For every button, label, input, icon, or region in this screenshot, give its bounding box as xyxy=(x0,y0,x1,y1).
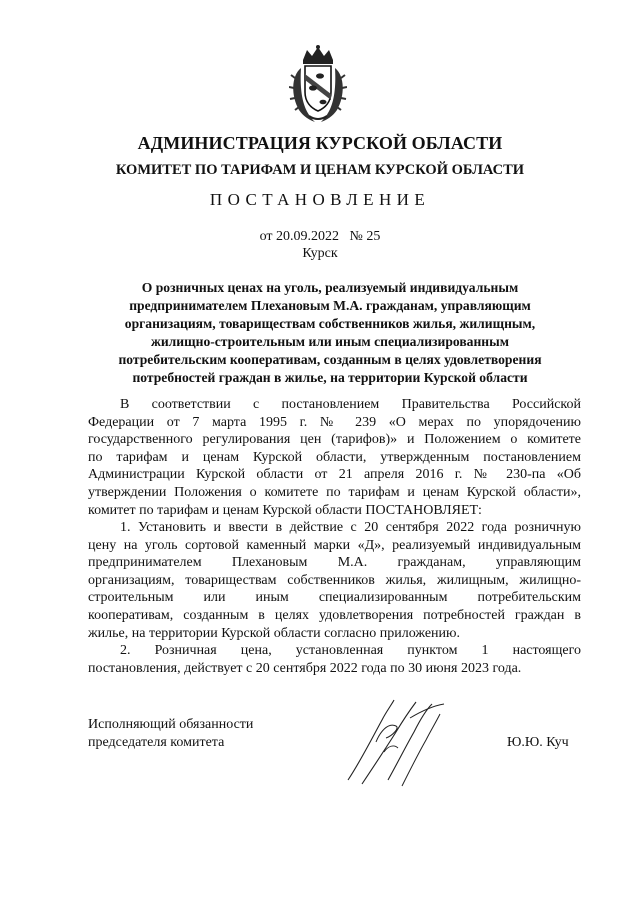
text-line: утверждении Положения о комитете по тарифам и ценам Курской области», xyxy=(88,484,581,500)
position-line: председателя комитета xyxy=(88,735,225,750)
document-subject xyxy=(90,279,570,387)
text-line: государственного регулирования цен (тарифов)» и Положением о комитете xyxy=(88,432,581,448)
text-line: предпринимателем Плехановым М.А. гражданам, управляющим xyxy=(88,555,581,571)
administration-title: АДМИНИСТРАЦИЯ КУРСКОЙ ОБЛАСТИ xyxy=(137,133,503,153)
subject-line: предпринимателем Плехановым М.А. гражданам, управляющим xyxy=(129,298,531,313)
city: Курск xyxy=(302,246,338,261)
date-number-line xyxy=(0,229,640,245)
subject-line: О розничных ценах на уголь, реализуемый индивидуальным xyxy=(141,280,519,295)
text-line: 1. Установить и ввести в действие с 20 сентября 2022 года розничную xyxy=(120,520,581,535)
coat-of-arms-icon xyxy=(289,44,347,124)
text-line: комитет по тарифам и ценам Курской области ПОСТАНОВЛЯЕТ: xyxy=(88,502,482,518)
text-line: кооперативам, созданным в целях удовлетворения потребностей граждан в xyxy=(88,607,581,623)
signatory-name: Ю.Ю. Куч xyxy=(507,735,569,750)
committee-title: КОМИТЕТ ПО ТАРИФАМ И ЦЕНАМ КУРСКОЙ ОБЛАСТИ xyxy=(115,162,525,178)
text-line: Федерации от 7 марта 1995 г. № 239 «О мерах по упорядочению xyxy=(88,414,581,430)
handwritten-signature-icon xyxy=(340,692,450,792)
text-line: В соответствии с постановлением Правительства Российской xyxy=(120,397,581,412)
subject-line: жилищно-строительным или иным специализированным xyxy=(150,334,510,349)
text-line: Администрации Курской области от 21 апреля 2016 г. № 230-па «Об xyxy=(88,467,581,483)
position-line: Исполняющий обязанности xyxy=(88,717,254,732)
subject-line: потребительским кооперативам, созданным в целях удовлетворения xyxy=(118,352,542,367)
text-line: жилье, на территории Курской области согласно приложению. xyxy=(88,625,460,641)
item-2-paragraph xyxy=(88,642,581,677)
document-type: ПОСТАНОВЛЕНИЕ xyxy=(209,190,431,209)
text-line: постановления, действует с 20 сентября 2022 года по 30 июня 2023 года. xyxy=(88,660,522,676)
text-line: цену на уголь сортовой каменный марки «Д», реализуемый индивидуальным xyxy=(88,537,581,553)
text-line: 2. Розничная цена, установленная пунктом 1 настоящего xyxy=(120,643,581,658)
signatory-position xyxy=(88,716,253,752)
date-number: от 20.09.2022 № 25 xyxy=(259,229,381,244)
text-line: организациям, товариществам собственников жилья, жилищным, жилищно- xyxy=(88,572,581,588)
subject-line: потребностей граждан в жилье, на территории Курской области xyxy=(132,370,528,385)
item-1-paragraph xyxy=(88,519,581,642)
preamble-paragraph xyxy=(88,396,581,519)
subject-line: организациям, товариществам собственников жилья, жилищным, xyxy=(124,316,536,331)
text-line: строительным или иным специализированным потребительским xyxy=(88,590,581,606)
text-line: по тарифам и ценам Курской области, утвержденным постановлением xyxy=(88,449,581,465)
